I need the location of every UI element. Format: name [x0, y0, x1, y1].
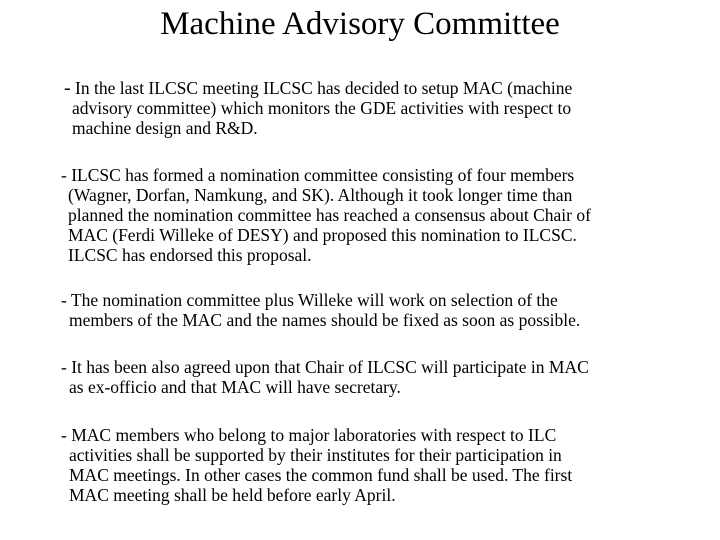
paragraph-line: MAC meeting shall be held before early April. [69, 485, 396, 505]
paragraph-nomination-committee [61, 165, 591, 265]
paragraph-line: ILCSC has endorsed this proposal. [68, 245, 312, 265]
paragraph-line: planned the nomination committee has reached a consensus about Chair of [68, 205, 591, 225]
paragraph-line: - ILCSC has formed a nomination committee consisting of four members [61, 165, 575, 185]
paragraph-line: members of the MAC and the names should be fixed as soon as possible. [69, 310, 581, 330]
paragraph-line: - In the last ILCSC meeting ILCSC has decided to setup MAC (machine [64, 77, 573, 99]
paragraph-line: - The nomination committee plus Willeke will work on selection of the [61, 290, 558, 310]
bullet-marker: - [64, 77, 71, 99]
paragraph-line: as ex-officio and that MAC will have secretary. [69, 377, 401, 397]
paragraph-line: advisory committee) which monitors the GDE activities with respect to [72, 98, 572, 118]
paragraph-line: activities shall be supported by their institutes for their participation in [69, 445, 562, 465]
paragraph-funding [61, 425, 572, 505]
paragraph-member-selection [61, 290, 580, 330]
slide-title: Machine Advisory Committee [160, 6, 560, 42]
paragraph-line: MAC (Ferdi Willeke of DESY) and proposed this nomination to ILCSC. [68, 225, 577, 245]
paragraph-mac-setup [64, 78, 572, 138]
paragraph-line: - MAC members who belong to major laboratories with respect to ILC [61, 425, 557, 445]
paragraph-line: machine design and R&D. [72, 118, 258, 138]
paragraph-line: - It has been also agreed upon that Chair of ILCSC will participate in MAC [61, 357, 589, 377]
paragraph-ex-officio [61, 357, 589, 397]
paragraph-line: MAC meetings. In other cases the common fund shall be used. The first [69, 465, 573, 485]
paragraph-line: (Wagner, Dorfan, Namkung, and SK). Although it took longer time than [68, 185, 573, 205]
